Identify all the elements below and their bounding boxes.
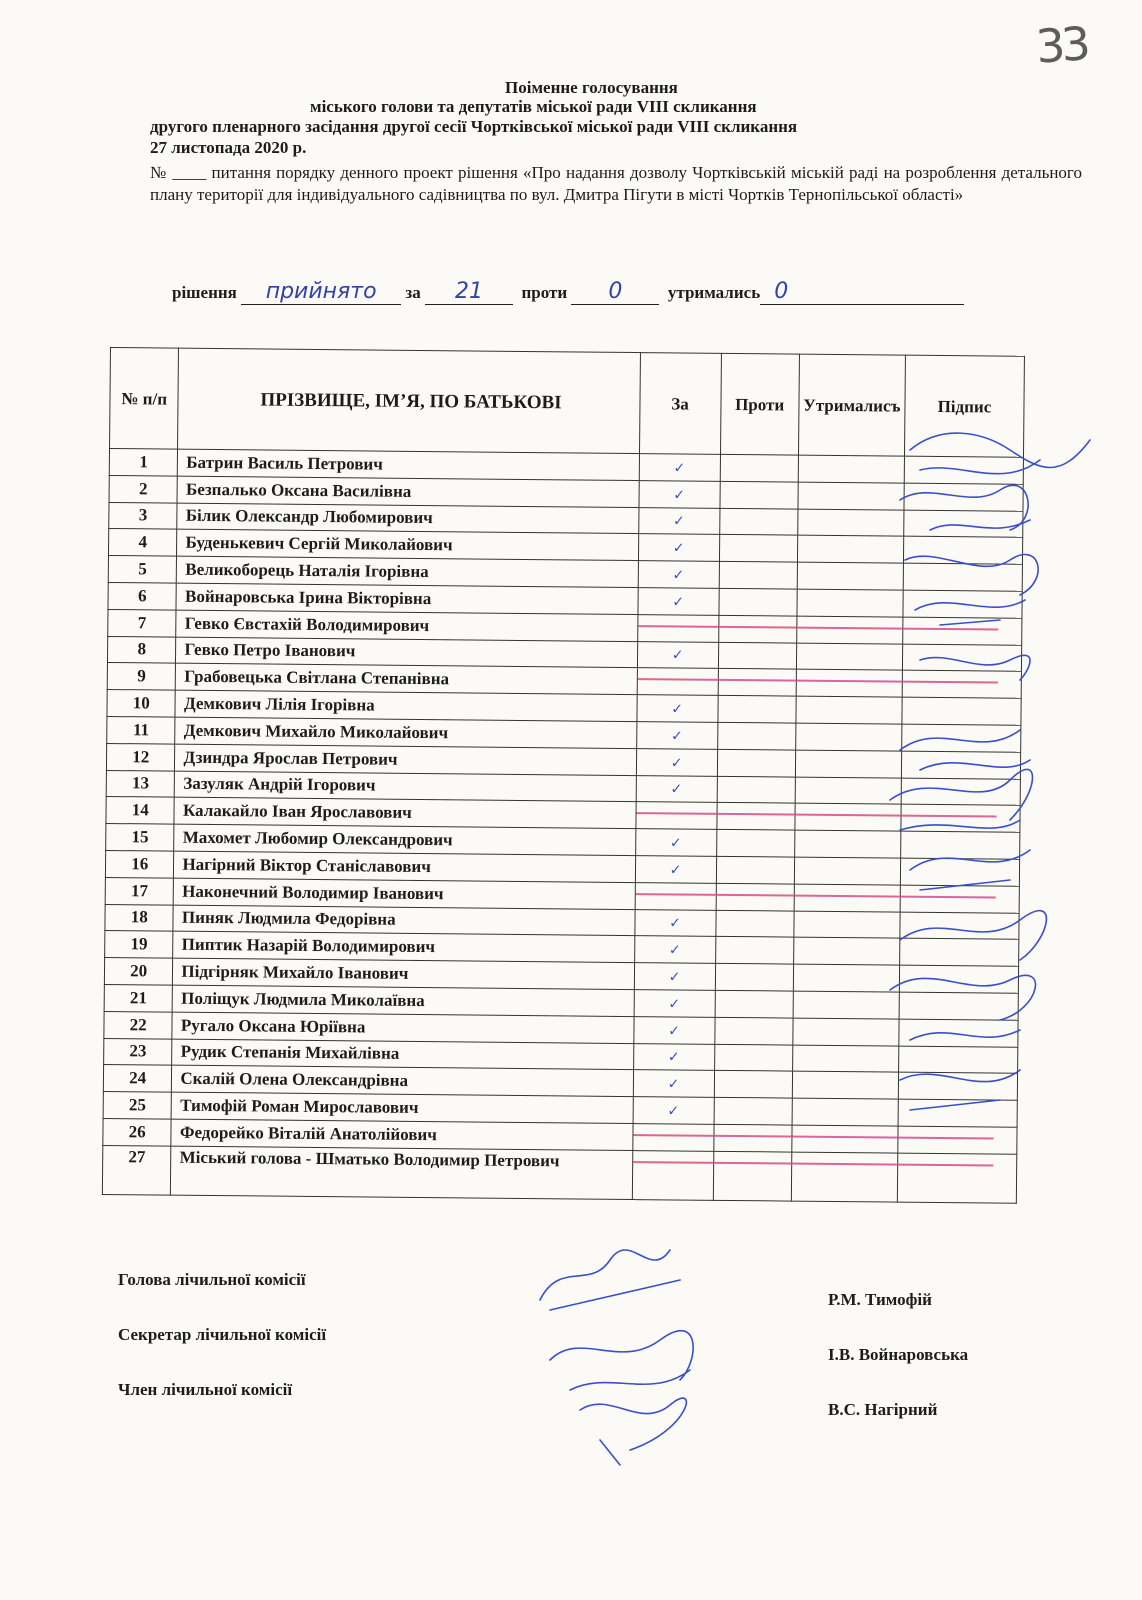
row-signature-cell [901,804,1020,832]
row-against-cell [715,910,794,938]
row-number: 20 [104,958,173,985]
row-signature-cell [903,617,1022,645]
row-for-cell [634,909,715,937]
row-number: 8 [107,636,176,663]
row-name: Демкович Михайло Миколайович [175,717,636,748]
commission-secretary-role: Секретар лічильної комісії [118,1325,327,1344]
row-for-cell [637,668,718,696]
row-name: Зазуляк Андрій Ігорович [175,771,636,802]
abstain-count: 0 [760,280,964,305]
row-abstain-cell [796,643,902,671]
row-abstain-cell [798,482,904,510]
row-for-cell [635,856,716,884]
row-name: Міський голова - Шматько Володимир Петрович [171,1146,633,1199]
row-for-cell [633,1097,714,1125]
row-signature-cell [900,912,1019,940]
row-against-cell [716,803,795,831]
header-abstain: Утрималисъ [798,354,905,456]
row-against-cell [714,1071,793,1099]
check-mark-icon: ✓ [671,647,684,664]
row-abstain-cell [795,803,901,831]
commission-secretary-name: І.В. Войнаровська [828,1345,969,1364]
row-signature-cell [898,1072,1017,1100]
row-name: Рудик Степанія Михайлівна [172,1039,633,1070]
row-abstain-cell [797,535,903,563]
row-name: Тимофій Роман Мирославович [172,1092,633,1123]
check-mark-icon: ✓ [669,835,682,852]
table-row [102,1145,1016,1203]
row-signature-cell [900,938,1019,966]
row-for-cell [639,480,720,508]
row-abstain-cell [796,696,902,724]
row-number: 10 [107,690,176,717]
row-for-cell [636,722,717,750]
row-against-cell [720,454,799,482]
row-for-cell [632,1150,713,1200]
check-mark-icon: ✓ [668,1023,680,1040]
row-abstain-cell [791,1152,898,1202]
commission-signatures-drawing [520,1240,760,1470]
row-number: 15 [106,824,175,851]
check-mark-icon: ✓ [672,513,685,531]
row-abstain-cell [792,1071,898,1099]
row-name: Безпалько Оксана Василівна [177,476,638,507]
commission-chair-role: Голова лічильної комісії [118,1270,306,1289]
commission-chair-name: Р.М. Тимофій [828,1290,932,1309]
row-number: 16 [105,850,174,877]
row-number: 7 [108,609,177,636]
row-name: Грабовецька Світлана Степанівна [176,664,637,695]
row-against-cell [716,856,795,884]
row-signature-cell [902,724,1021,752]
row-for-cell [635,882,716,910]
row-name: Підгірняк Михайло Іванович [173,958,634,989]
row-signature-cell [903,590,1022,618]
row-against-cell [718,696,797,724]
row-against-cell [719,562,798,590]
row-number: 11 [107,716,176,743]
against-count: 0 [571,280,659,305]
row-signature-cell [899,1046,1018,1074]
abstain-label: утримались [667,283,761,302]
row-for-cell [638,507,719,535]
row-name: Гевко Євстахій Володимирович [176,610,637,641]
row-against-cell [713,1151,792,1201]
row-abstain-cell [794,884,900,912]
row-abstain-cell [797,589,903,617]
row-name: Махомет Любомир Олександрович [174,824,635,855]
row-number: 5 [108,556,177,583]
row-number: 9 [107,663,176,690]
row-for-cell [634,989,715,1017]
row-name: Пиняк Людмила Федорівна [173,905,634,936]
row-against-cell [717,722,796,750]
row-abstain-cell [795,750,901,778]
row-signature-cell [898,1099,1017,1127]
for-count: 21 [425,280,513,305]
row-signature-cell [903,537,1022,565]
row-abstain-cell [792,1098,898,1126]
row-number: 12 [106,743,175,770]
row-for-cell [633,1043,714,1071]
check-mark-icon: ✓ [673,487,686,504]
row-number: 17 [105,877,174,904]
check-mark-icon: ✓ [667,1103,680,1120]
row-signature-cell [902,670,1021,698]
row-against-cell [720,481,799,509]
row-name: Войнаровська Ірина Вікторівна [176,583,637,614]
row-against-cell [713,1124,792,1152]
commission-member-name: В.С. Нагірний [828,1400,938,1419]
check-mark-icon: ✓ [673,460,686,477]
page-number: 33 [1034,16,1089,74]
row-abstain-cell [797,616,903,644]
row-against-cell [715,963,794,991]
row-name: Федорейко Віталій Анатолійович [171,1119,632,1150]
row-signature-cell [904,483,1023,511]
row-signature-cell [901,778,1020,806]
row-for-cell [638,588,719,616]
row-against-cell [716,830,795,858]
row-abstain-cell [792,1045,898,1073]
row-number: 26 [103,1118,172,1145]
table-header-row [110,348,1025,458]
row-number: 25 [103,1092,172,1119]
row-against-cell [719,535,798,563]
row-signature-cell [902,697,1021,725]
row-signature-cell [901,831,1020,859]
row-for-cell [637,695,718,723]
decision-line [172,280,964,305]
row-signature-cell [904,456,1023,484]
row-abstain-cell [793,964,899,992]
row-number: 21 [104,984,173,1011]
row-signature-cell [904,510,1023,538]
check-mark-icon: ✓ [669,862,682,879]
row-signature-cell [900,858,1019,886]
against-label: проти [521,283,568,302]
row-abstain-cell [794,857,900,885]
row-signature-cell [903,563,1022,591]
check-mark-icon: ✓ [670,728,683,745]
row-name: Калакайло Іван Ярославович [174,798,635,829]
row-for-cell [636,775,717,803]
check-mark-icon: ✓ [667,1076,680,1093]
document-title: Поіменне голосування [505,78,678,97]
header-for: За [639,353,721,455]
row-abstain-cell [796,669,902,697]
row-for-cell [633,1070,714,1098]
row-abstain-cell [793,991,899,1019]
header-against: Проти [720,353,799,455]
row-number: 19 [105,931,174,958]
row-signature-cell [897,1153,1016,1203]
row-against-cell [714,1097,793,1125]
row-signature-cell [901,751,1020,779]
check-mark-icon: ✓ [668,996,681,1013]
row-signature-cell [899,992,1018,1020]
row-for-cell [634,936,715,964]
row-for-cell [637,641,718,669]
row-against-cell [715,937,794,965]
for-label: за [405,283,421,302]
header-num: № п/п [110,348,179,450]
row-abstain-cell [792,1125,898,1153]
check-mark-icon: ✓ [671,701,684,718]
decision-result: прийнято [241,280,401,305]
decision-label: рішення [172,283,237,302]
row-for-cell [636,748,717,776]
row-number: 13 [106,770,175,797]
row-for-cell [634,963,715,991]
row-for-cell [639,454,720,482]
row-number: 6 [108,582,177,609]
check-mark-icon: ✓ [667,1049,680,1066]
row-name: Ругало Оксана Юріївна [172,1012,633,1043]
check-mark-icon: ✓ [672,540,685,557]
row-for-cell [637,614,718,642]
document-subtitle-1: міського голови та депутатів міської ради VIII скликання [310,97,757,116]
row-signature-cell [900,885,1019,913]
row-number: 4 [108,529,177,556]
row-against-cell [716,883,795,911]
row-name: Нагірний Віктор Станіславович [174,851,635,882]
row-name: Скалій Олена Олександрівна [172,1065,633,1096]
row-name: Буденькевич Сергій Миколайович [177,530,638,561]
row-name: Пиптик Назарій Володимирович [173,931,634,962]
row-against-cell [718,615,797,643]
check-mark-icon: ✓ [668,969,681,986]
row-for-cell [635,802,716,830]
row-name: Наконечний Володимир Іванович [174,878,635,909]
row-name: Поліщук Людмила Миколаївна [173,985,634,1016]
row-signature-cell [899,965,1018,993]
row-signature-cell [899,1019,1018,1047]
row-signature-cell [902,644,1021,672]
row-abstain-cell [794,830,900,858]
row-for-cell [633,1016,714,1044]
agenda-item: № ____ питання порядку денного проект рішення «Про надання дозволу Чортківській міській раді на розроблення детального плану території для індивідуального садівництва по вул. Дмитра Пігути в місті Чортків Тернопільської області» [150,163,1082,204]
row-abstain-cell [793,937,899,965]
row-number: 22 [104,1011,173,1038]
document-date: 27 листопада 2020 р. [150,138,307,157]
row-against-cell [718,669,797,697]
check-mark-icon: ✓ [669,915,682,932]
row-number: 18 [105,904,174,931]
check-mark-icon: ✓ [672,567,685,584]
row-for-cell [638,561,719,589]
row-abstain-cell [798,455,904,483]
row-abstain-cell [795,777,901,805]
check-mark-icon: ✓ [670,781,683,798]
check-mark-icon: ✓ [668,942,681,959]
row-for-cell [638,534,719,562]
document-subtitle-2: другого пленарного засідання другої сесії Чортківської міської ради VIII скликання [150,117,798,136]
vote-table [102,347,1025,1203]
row-name: Батрин Василь Петрович [178,449,639,480]
row-against-cell [719,508,798,536]
row-for-cell [632,1123,713,1151]
row-against-cell [717,749,796,777]
row-for-cell [635,829,716,857]
row-number: 14 [106,797,175,824]
row-abstain-cell [797,562,903,590]
row-signature-cell [898,1126,1017,1154]
row-number: 1 [109,449,178,476]
row-number: 2 [109,475,178,502]
row-number: 24 [103,1065,172,1092]
row-against-cell [719,588,798,616]
row-abstain-cell [795,723,901,751]
row-abstain-cell [794,911,900,939]
row-against-cell [714,1044,793,1072]
row-against-cell [718,642,797,670]
row-abstain-cell [793,1018,899,1046]
row-name: Білик Олександр Любомирович [177,503,638,534]
row-name: Гевко Петро Іванович [176,637,637,668]
row-name: Дзиндра Ярослав Петрович [175,744,636,775]
row-against-cell [717,776,796,804]
header-name: ПРІЗВИЩЕ, ІМ’Я, ПО БАТЬКОВІ [178,348,640,453]
row-abstain-cell [798,509,904,537]
row-number: 3 [109,502,178,529]
check-mark-icon: ✓ [670,755,683,772]
commission-member-role: Член лічильної комісії [118,1380,293,1399]
row-number: 23 [104,1038,173,1065]
row-name: Демкович Лілія Ігорівна [175,690,636,721]
row-name: Великоборець Наталія Ігорівна [177,556,638,587]
row-against-cell [715,990,794,1018]
row-against-cell [714,1017,793,1045]
row-number: 27 [102,1145,171,1195]
header-signature: Підпис [905,355,1025,457]
check-mark-icon: ✓ [672,594,685,611]
